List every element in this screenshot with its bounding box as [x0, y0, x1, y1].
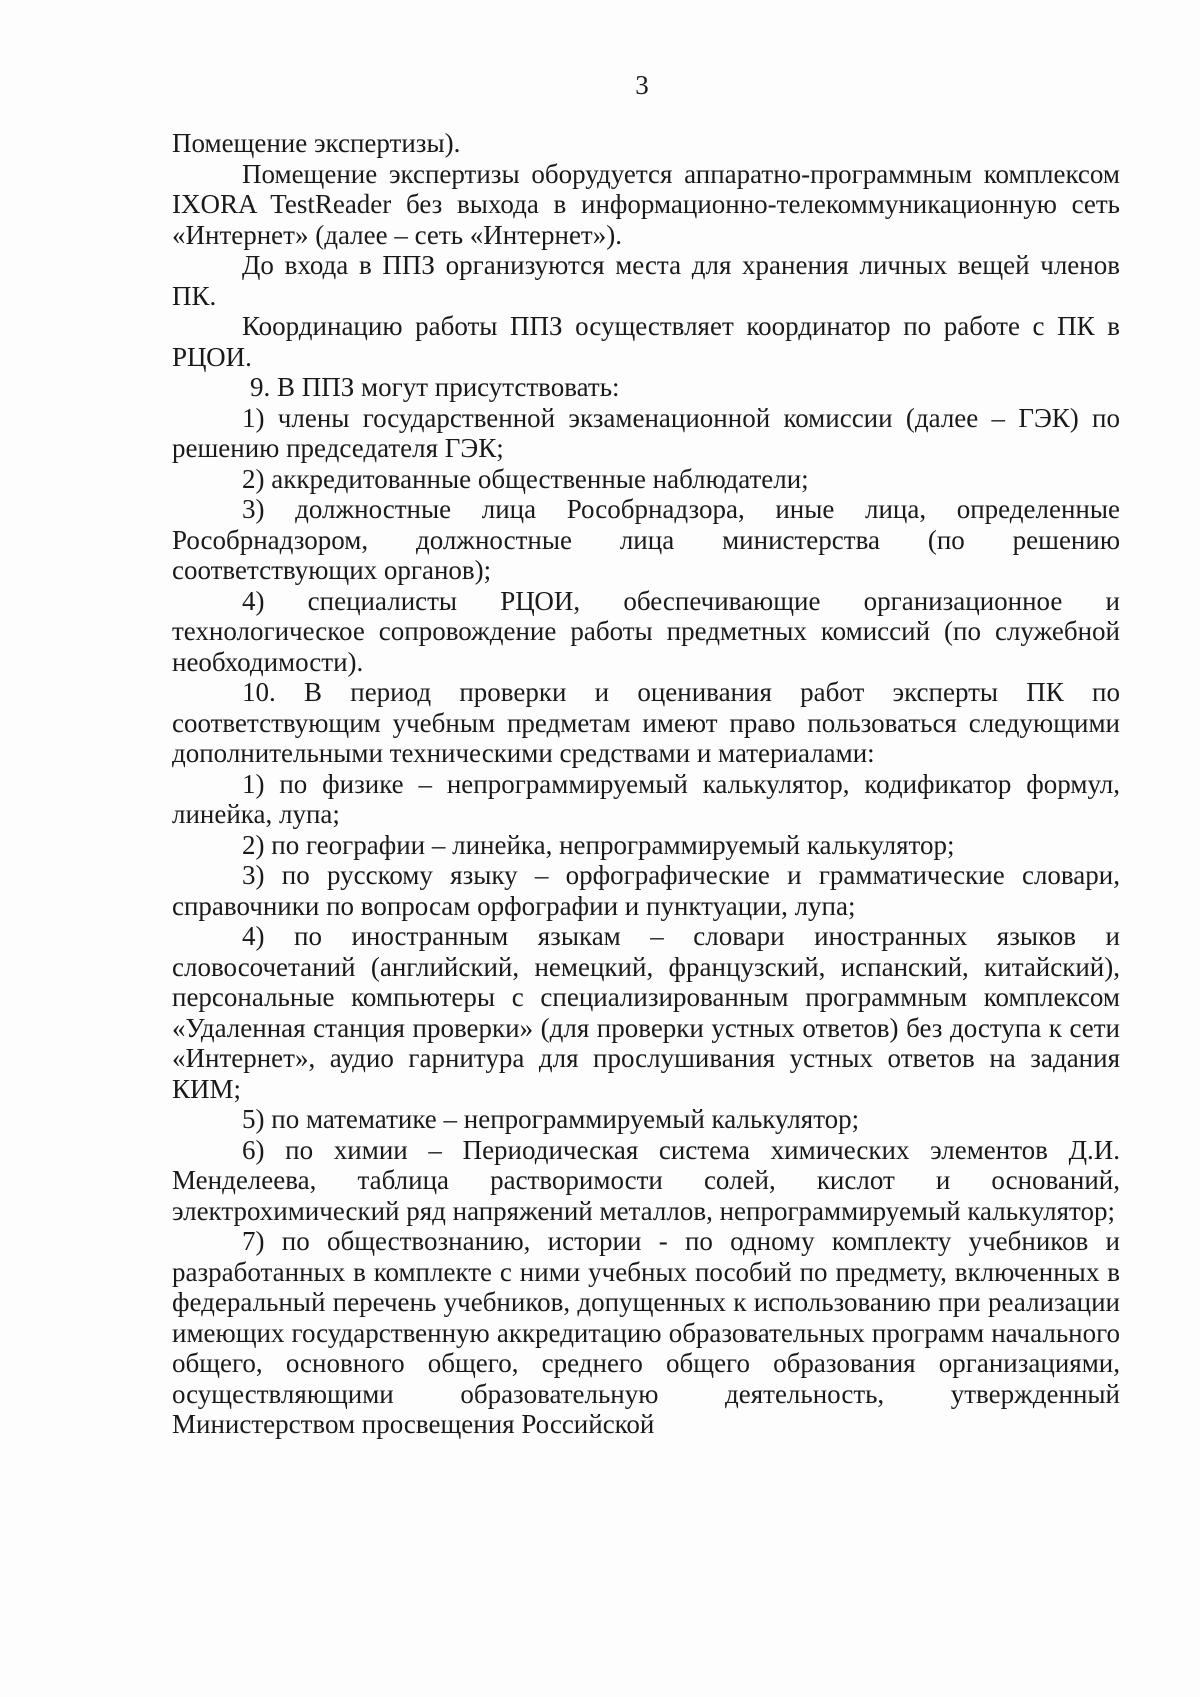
paragraph: Помещение экспертизы оборудуется аппаратно-программным комплексом IXORA TestReader без выхода в информационно-телекоммуникационную сеть «Интернет» (далее – сеть «Интернет»).	[172, 158, 1120, 250]
list-item: 1) члены государственной экзаменационной комиссии (далее – ГЭК) по решению председателя ГЭК;	[172, 402, 1120, 463]
list-item: 2) по географии – линейка, непрограммируемый калькулятор;	[242, 829, 955, 860]
paragraph: До входа в ППЗ организуются места для хранения личных вещей членов ПК.	[172, 250, 1120, 311]
paragraph: Координацию работы ППЗ осуществляет координатор по работе с ПК в РЦОИ.	[172, 311, 1120, 372]
list-item: 7) по обществознанию, истории - по одному комплекту учебников и разработанных в комплекте с ними учебных пособий по предмету, включенных в федеральный перечень учебников, допущенных к использованию при реализации имеющих государственную аккредитацию образовательных программ начального общего, основного общего, среднего общего образования организациями, осуществляющими образовательную деятельность, утвержденный Министерством просвещения Российской	[172, 1226, 1120, 1439]
list-item: 6) по химии – Периодическая система химических элементов Д.И. Менделеева, таблица растворимости солей, кислот и оснований, электрохимический ряд напряжений металлов, непрограммируемый калькулятор;	[172, 1134, 1120, 1226]
section-paragraph: 10. В период проверки и оценивания работ эксперты ПК по соответствующим учебным предметам имеют право пользоваться следующими дополнительными техническими средствами и материалами:	[172, 677, 1120, 768]
page-number: 3	[635, 70, 649, 100]
list-item: 5) по математике – непрограммируемый калькулятор;	[242, 1104, 860, 1134]
list-item: 3) должностные лица Рособрнадзора, иные лица, определенные Рособрнадзором, должностные лица министерства (по решению соответствующих органов);	[172, 494, 1120, 585]
document-body	[172, 128, 1120, 1440]
list-item: 3) по русскому языку – орфографические и грамматические словари, справочники по вопросам орфографии и пунктуации, лупа;	[172, 860, 1120, 921]
list-item: 4) специалисты РЦОИ, обеспечивающие организационное и технологическое сопровождение работы предметных комиссий (по служебной необходимости).	[172, 585, 1120, 677]
list-item: 2) аккредитованные общественные наблюдатели;	[242, 463, 809, 494]
list-item: 1) по физике – непрограммируемый калькулятор, кодификатор формул, линейка, лупа;	[172, 768, 1120, 829]
list-item: 4) по иностранным языкам – словари иностранных языков и словосочетаний (английский, немецкий, французский, испанский, китайский), персональные компьютеры с специализированным программным комплексом «Удаленная станция проверки» (для проверки устных ответов) без доступа к сети «Интернет», аудио гарнитура для прослушивания устных ответов на задания КИМ;	[172, 921, 1120, 1104]
paragraph: Помещение экспертизы).	[172, 128, 461, 158]
section-heading: 9. В ППЗ могут присутствовать:	[250, 372, 620, 402]
